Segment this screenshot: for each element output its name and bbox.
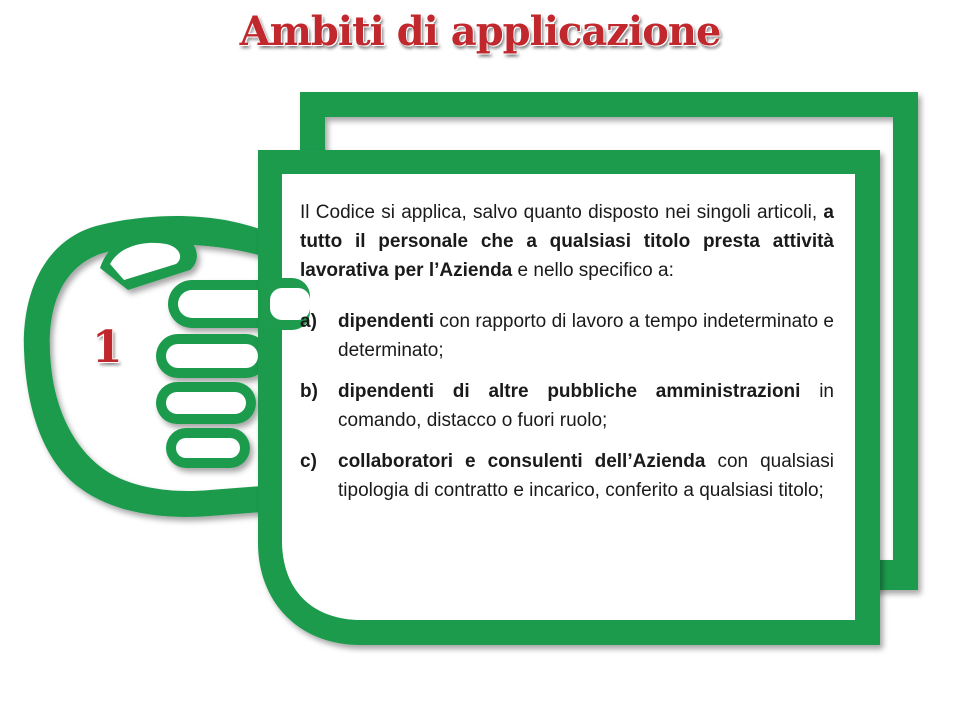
list-item xyxy=(300,377,834,435)
list-item xyxy=(300,307,834,365)
slide-title: Ambiti di applicazione xyxy=(239,8,721,55)
list-item-text: con qualsiasi tipologia di contratto e incarico, conferito a qualsiasi titolo; xyxy=(338,451,835,501)
list-item-bold: dipendenti xyxy=(338,311,435,332)
intro-bold: a tutto il personale che a qualsiasi titolo presta attività lavorativa per l’Azienda xyxy=(300,202,834,281)
list-item-bold: collaboratori e consulenti dell’Azienda xyxy=(338,451,706,472)
list-marker: a) xyxy=(300,311,317,332)
intro-text-1: Il Codice si applica, salvo quanto disposto nei singoli articoli, xyxy=(300,202,824,223)
content-block xyxy=(300,198,834,517)
list-marker: c) xyxy=(300,451,317,472)
list-item-bold: dipendenti di altre pubbliche amministrazioni xyxy=(338,381,801,402)
scope-list xyxy=(300,307,834,505)
intro-paragraph xyxy=(300,198,834,285)
step-number: 1 xyxy=(92,322,123,373)
list-marker: b) xyxy=(300,381,318,402)
intro-text-2: e nello specifico a: xyxy=(512,260,674,281)
list-item xyxy=(300,447,834,505)
list-item-text: in comando, distacco o fuori ruolo; xyxy=(338,381,834,431)
list-item-text: con rapporto di lavoro a tempo indeterminato e determinato; xyxy=(338,311,834,361)
